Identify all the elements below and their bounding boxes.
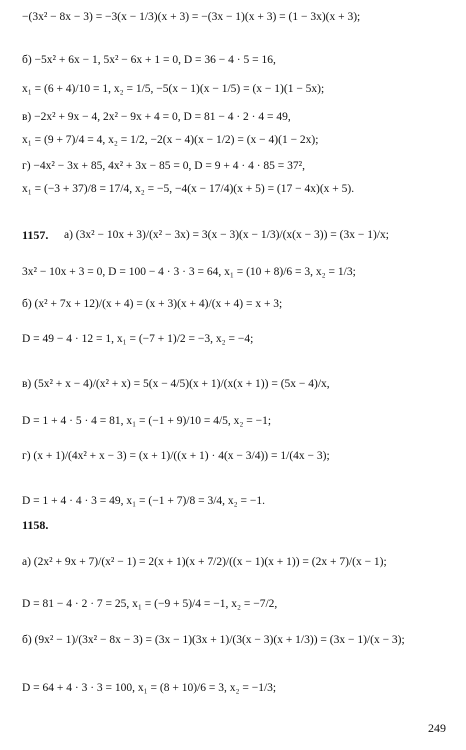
line-17: б) (9x² − 1)/(3x² − 8x − 3) = (3x − 1)(3x + 1)/(3(x − 3)(x + 1/3)) = (3x − 1)/(x − 3); — [22, 634, 405, 646]
line-3: в) −2x² + 9x − 4, 2x² − 9x + 4 = 0, D = 81 − 4 · 2 · 4 = 49, — [22, 111, 291, 123]
line-10: D = 49 − 4 · 12 = 1, x₁ = (−7 + 1)/2 = −3, x₂ = −4; — [22, 333, 254, 345]
line-1: б) −5x² + 6x − 1, 5x² − 6x + 1 = 0, D = 36 − 4 · 5 = 16, — [22, 54, 276, 66]
line-6: x₁ = (−3 + 37)/8 = 17/4, x₂ = −5, −4(x − 17/4)(x + 5) = (17 − 4x)(x + 5). — [22, 183, 355, 195]
line-4: x₁ = (9 + 7)/4 = 4, x₂ = 1/2, −2(x − 4)(x − 1/2) = (x − 4)(1 − 2x); — [22, 134, 319, 146]
problem-1158-number: 1158. — [22, 518, 49, 532]
line-5: г) −4x² − 3x + 85, 4x² + 3x − 85 = 0, D = 9 + 4 · 4 · 85 = 37², — [22, 160, 305, 172]
line-14: D = 1 + 4 · 4 · 3 = 49, x₁ = (−1 + 7)/8 = 3/4, x₂ = −1. — [22, 495, 266, 507]
line-0: −(3x² − 8x − 3) = −3(x − 1/3)(x + 3) = −(3x − 1)(x + 3) = (1 − 3x)(x + 3); — [22, 11, 361, 23]
line-18: D = 64 + 4 · 3 · 3 = 100, x₁ = (8 + 10)/6 = 3, x₂ = −1/3; — [22, 682, 277, 694]
line-7: а) (3x² − 10x + 3)/(x² − 3x) = 3(x − 3)(x − 1/3)/(x(x − 3)) = (3x − 1)/x; — [64, 229, 389, 241]
line-2: x₁ = (6 + 4)/10 = 1, x₂ = 1/5, −5(x − 1)(x − 1/5) = (x − 1)(1 − 5x); — [22, 83, 325, 95]
line-13: г) (x + 1)/(4x² + x − 3) = (x + 1)/((x + 1) · 4(x − 3/4)) = 1/(4x − 3); — [22, 450, 330, 462]
line-12: D = 1 + 4 · 5 · 4 = 81, x₁ = (−1 + 9)/10 = 4/5, x₂ = −1; — [22, 415, 272, 427]
page-number: 249 — [428, 721, 446, 735]
problem-1157-number: 1157. — [22, 228, 49, 242]
line-8: 3x² − 10x + 3 = 0, D = 100 − 4 · 3 · 3 = 64, x₁ = (10 + 8)/6 = 3, x₂ = 1/3; — [22, 266, 356, 278]
line-15: а) (2x² + 9x + 7)/(x² − 1) = 2(x + 1)(x + 7/2)/((x − 1)(x + 1)) = (2x + 7)/(x − 1); — [22, 556, 387, 568]
line-16: D = 81 − 4 · 2 · 7 = 25, x₁ = (−9 + 5)/4 = −1, x₂ = −7/2, — [22, 598, 278, 610]
line-11: в) (5x² + x − 4)/(x² + x) = 5(x − 4/5)(x + 1)/(x(x + 1)) = (5x − 4)/x, — [22, 378, 330, 390]
line-9: б) (x² + 7x + 12)/(x + 4) = (x + 3)(x + 4)/(x + 4) = x + 3; — [22, 298, 283, 310]
